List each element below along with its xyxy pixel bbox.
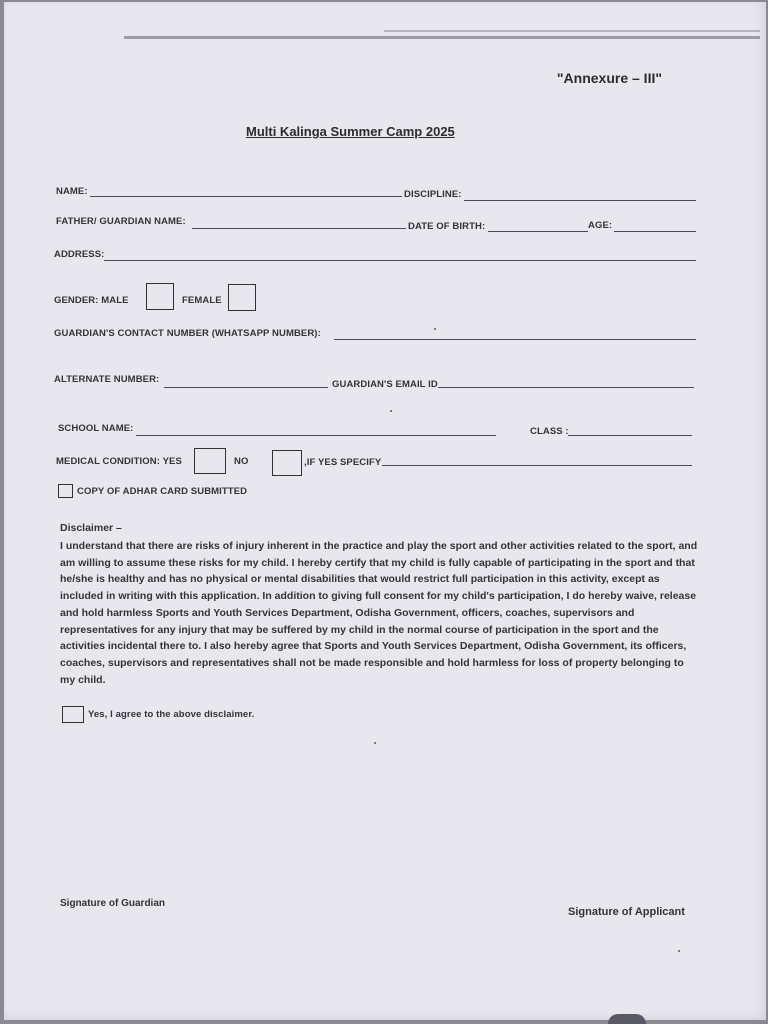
paper-speck <box>434 328 436 330</box>
gender-label: GENDER: MALE <box>54 295 129 306</box>
age-label: AGE: <box>588 220 613 231</box>
adhar-checkbox[interactable] <box>58 484 73 498</box>
email-field[interactable] <box>438 387 694 388</box>
paper-speck <box>374 742 376 744</box>
name-field[interactable] <box>90 196 402 197</box>
discipline-field[interactable] <box>464 200 696 201</box>
annexure-label: "Annexure – III" <box>556 70 662 86</box>
school-name-field[interactable] <box>136 435 496 436</box>
address-field[interactable] <box>104 260 696 261</box>
adhar-label: COPY OF ADHAR CARD SUBMITTED <box>77 486 248 497</box>
class-field[interactable] <box>568 435 692 436</box>
guardian-signature-label: Signature of Guardian <box>60 898 166 909</box>
name-label: NAME: <box>56 186 88 197</box>
school-name-label: SCHOOL NAME: <box>58 423 134 434</box>
address-label: ADDRESS: <box>54 249 105 260</box>
medical-no-label: NO <box>234 456 249 467</box>
medical-no-checkbox[interactable] <box>272 450 302 476</box>
male-checkbox[interactable] <box>146 283 174 310</box>
paper-clip-shadow <box>608 1014 646 1024</box>
medical-condition-label: MEDICAL CONDITION: YES <box>56 456 182 467</box>
applicant-signature-label: Signature of Applicant <box>568 906 685 918</box>
agree-checkbox[interactable] <box>62 706 84 723</box>
specify-field[interactable] <box>382 465 692 466</box>
dob-field[interactable] <box>488 231 588 232</box>
disclaimer-text: I understand that there are risks of injury inherent in the practice and play the sport and other activities related to the sport, and am willing to assume these risks for my child. I hereby certify that my child is fully capable of participating in the sport and that he/she is healthy and has no physical or mental disabilities that would restrict full participation in this activity, except as included in writing with this application. In addition to giving full consent for my child's participation, I do hereby waive, release and hold harmless Sports and Youth Services Department, Odisha Government, officers, coaches, supervisors and representatives for any injury that may be suffered by my child in the normal course of participation in the sport and the activities incidental there to. I also hereby agree that Sports and Youth Services Department, Odisha Government, its officers, coaches, supervisors and representatives shall not be made responsible and hold harmless for loss of property belonging to my child. <box>60 540 698 686</box>
top-rule-thin <box>384 30 760 32</box>
father-name-field[interactable] <box>192 228 406 229</box>
father-name-label: FATHER/ GUARDIAN NAME: <box>56 216 186 227</box>
email-label: GUARDIAN'S EMAIL ID <box>332 379 438 390</box>
form-title: Multi Kalinga Summer Camp 2025 <box>246 124 455 139</box>
specify-label: ,IF YES SPECIFY <box>304 457 382 468</box>
dob-label: DATE OF BIRTH: <box>408 221 486 232</box>
contact-label: GUARDIAN'S CONTACT NUMBER (WHATSAPP NUMBER): <box>54 328 321 339</box>
paper-speck <box>390 410 392 412</box>
age-field[interactable] <box>614 231 696 232</box>
female-label: FEMALE <box>182 295 222 306</box>
contact-field[interactable] <box>334 339 696 340</box>
agree-label: Yes, I agree to the above disclaimer. <box>88 709 255 720</box>
alternate-number-field[interactable] <box>164 387 328 388</box>
female-checkbox[interactable] <box>228 284 256 311</box>
disclaimer-title: Disclaimer – <box>60 522 122 534</box>
class-label: CLASS : <box>530 426 569 437</box>
alternate-number-label: ALTERNATE NUMBER: <box>54 374 160 385</box>
form-page <box>4 2 766 1020</box>
paper-speck <box>678 950 680 952</box>
top-rule <box>124 36 760 39</box>
medical-yes-checkbox[interactable] <box>194 448 226 474</box>
discipline-label: DISCIPLINE: <box>404 189 462 200</box>
